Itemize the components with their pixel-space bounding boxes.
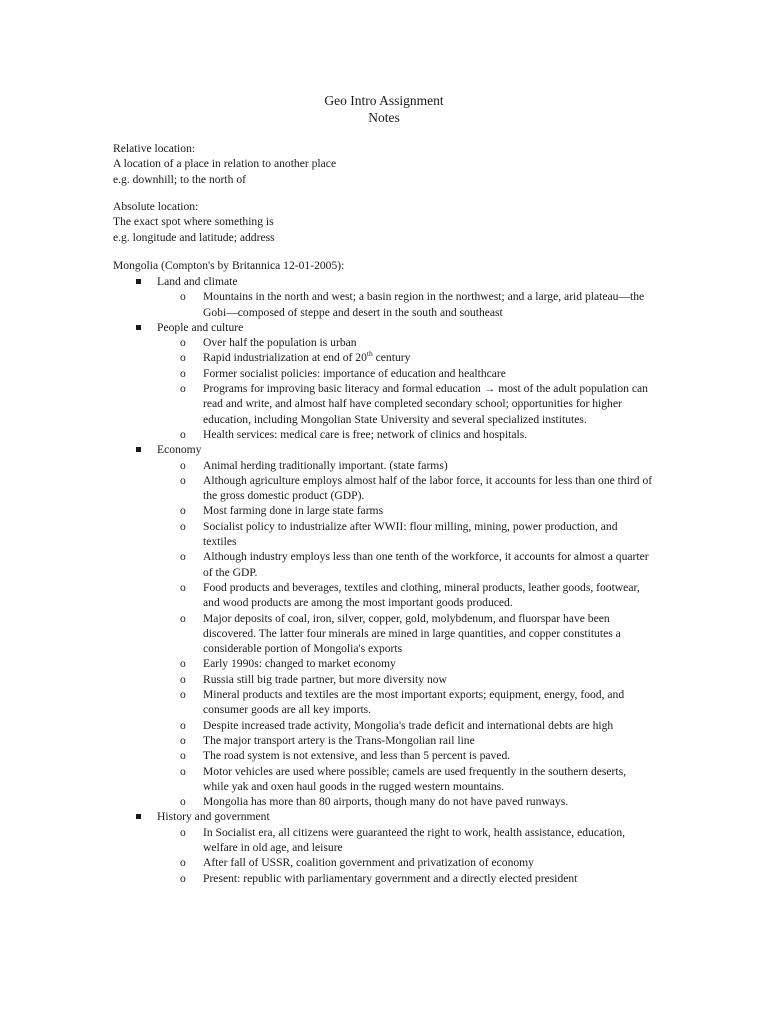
- circle-bullet-icon: o: [180, 733, 186, 747]
- circle-bullet-icon: o: [180, 473, 186, 487]
- square-bullet-icon: [136, 447, 141, 452]
- circle-bullet-icon: o: [180, 871, 186, 885]
- section-heading: [0, 320, 768, 335]
- relative-location-block: [113, 141, 673, 187]
- outline-item: [0, 794, 653, 809]
- circle-bullet-icon: o: [180, 580, 186, 594]
- circle-bullet-icon: o: [180, 458, 186, 472]
- outline-item: [0, 549, 653, 580]
- outline-item-text: Former socialist policies: importance of education and healthcare: [203, 366, 506, 380]
- outline-item: [0, 656, 653, 671]
- outline-item: [0, 458, 653, 473]
- circle-bullet-icon: o: [180, 672, 186, 686]
- circle-bullet-icon: o: [180, 382, 186, 396]
- circle-bullet-icon: o: [180, 688, 186, 702]
- outline-item: [0, 473, 653, 504]
- relative-location-example: e.g. downhill; to the north of: [113, 172, 246, 186]
- outline-item: [0, 519, 653, 550]
- absolute-location-heading: Absolute location:: [113, 200, 199, 213]
- document-title: Geo Intro Assignment: [324, 93, 444, 108]
- circle-bullet-icon: o: [180, 351, 186, 365]
- absolute-location-block: [113, 199, 673, 245]
- circle-bullet-icon: o: [180, 825, 186, 839]
- section-label: Economy: [157, 443, 202, 457]
- relative-location-heading: Relative location:: [113, 142, 196, 155]
- outline-item-text: The major transport artery is the Trans-Mongolian rail line: [203, 733, 475, 747]
- section-heading: [0, 442, 768, 457]
- outline-item-text: Although industry employs less than one tenth of the workforce, it accounts for almost a quarter of the GDP.: [203, 550, 649, 579]
- section-label: People and culture: [157, 320, 244, 334]
- outline-item-text: Motor vehicles are used where possible; camels are used frequently in the southern deserts, while yak and oxen haul goods in the rugged western mountains.: [203, 764, 627, 793]
- outline-section: [0, 320, 768, 442]
- outline-item: [0, 611, 653, 657]
- outline-item-text: Mineral products and textiles are the most important exports; equipment, energy, food, and consumer goods are all key imports.: [203, 688, 625, 717]
- section-label: History and government: [157, 810, 270, 824]
- outline-item-text: The road system is not extensive, and less than 5 percent is paved.: [203, 749, 511, 763]
- outline-section: [0, 274, 768, 320]
- square-bullet-icon: [136, 325, 141, 330]
- outline-item-text: Socialist policy to industrialize after WWII: flour milling, mining, power production, and textiles: [203, 519, 618, 549]
- square-bullet-icon: [136, 814, 141, 819]
- outline-item-text: Animal herding traditionally important. (state farms): [203, 458, 448, 472]
- outline-item-text: Food products and beverages, textiles and clothing, mineral products, leather goods, footwear, and wood products are among the most important goods produced.: [203, 580, 640, 610]
- outline-item: [0, 289, 653, 320]
- section-heading: [0, 274, 768, 289]
- circle-bullet-icon: o: [180, 550, 186, 564]
- circle-bullet-icon: o: [180, 657, 186, 671]
- circle-bullet-icon: o: [180, 427, 186, 441]
- outline-item: [0, 503, 653, 518]
- outline-section: [0, 809, 768, 885]
- mongolia-outline: [0, 274, 768, 886]
- circle-bullet-icon: o: [180, 290, 186, 304]
- outline-item-text: Although agriculture employs almost half of the labor force, it accounts for less than one third of the gross domestic product (GDP).: [203, 473, 653, 503]
- square-bullet-icon: [136, 279, 141, 284]
- absolute-location-example: e.g. longitude and latitude; address: [113, 230, 275, 244]
- outline-item: [0, 427, 653, 442]
- circle-bullet-icon: o: [180, 611, 186, 625]
- outline-item: [0, 381, 653, 427]
- circle-bullet-icon: o: [180, 718, 186, 732]
- outline-item-text: Programs for improving basic literacy and formal education → most of the adult population can read and write, and almost half have completed secondary school; opportunities for higher education, including Mongolian State University and several specialized institutes.: [203, 382, 648, 426]
- outline-item-text: Mountains in the north and west; a basin region in the northwest; and a large, arid plateau—the Gobi—composed of steppe and desert in the south and southeast: [203, 290, 645, 319]
- circle-bullet-icon: o: [180, 366, 186, 380]
- outline-item-text: Over half the population is urban: [203, 336, 357, 350]
- circle-bullet-icon: o: [180, 519, 186, 533]
- outline-item: [0, 825, 653, 856]
- outline-item-text: Rapid industrialization at end of 20th century: [203, 349, 411, 365]
- mongolia-heading: Mongolia (Compton's by Britannica 12-01-2005):: [113, 259, 345, 272]
- circle-bullet-icon: o: [180, 336, 186, 350]
- document-subtitle: Notes: [368, 110, 400, 125]
- circle-bullet-icon: o: [180, 764, 186, 778]
- outline-item-text: In Socialist era, all citizens were guaranteed the right to work, health assistance, education, welfare in old age, and leisure: [203, 825, 626, 854]
- outline-item: [0, 335, 653, 350]
- circle-bullet-icon: o: [180, 856, 186, 870]
- outline-item: [0, 871, 653, 886]
- circle-bullet-icon: o: [180, 504, 186, 518]
- relative-location-definition: A location of a place in relation to another place: [113, 157, 337, 171]
- outline-item: [0, 672, 653, 687]
- outline-item-text: Early 1990s: changed to market economy: [203, 657, 396, 671]
- circle-bullet-icon: o: [180, 795, 186, 809]
- outline-item-text: Major deposits of coal, iron, silver, copper, gold, molybdenum, and fluorspar have been discovered. The latter four minerals are mined in large quantities, and copper constitutes a considerable portion of Mongolia's exports: [203, 611, 621, 656]
- outline-item-text: Mongolia has more than 80 airports, though many do not have paved runways.: [203, 795, 569, 809]
- outline-item: [0, 748, 653, 763]
- outline-item-text: Health services: medical care is free; network of clinics and hospitals.: [203, 427, 528, 441]
- outline-item: [0, 580, 653, 611]
- outline-item-text: After fall of USSR, coalition government and privatization of economy: [203, 856, 534, 870]
- circle-bullet-icon: o: [180, 749, 186, 763]
- outline-item: [0, 687, 653, 718]
- outline-item: [0, 366, 653, 381]
- absolute-location-definition: The exact spot where something is: [113, 215, 274, 229]
- outline-item-text: Most farming done in large state farms: [203, 504, 384, 518]
- outline-item-text: Present: republic with parliamentary government and a directly elected president: [203, 871, 578, 885]
- outline-item: [0, 733, 653, 748]
- outline-item: [0, 855, 653, 870]
- outline-item: [0, 764, 653, 795]
- section-label: Land and climate: [157, 275, 238, 288]
- outline-item: [0, 718, 653, 733]
- outline-section: [0, 442, 768, 809]
- outline-item: [0, 350, 653, 365]
- outline-item-text: Russia still big trade partner, but more diversity now: [203, 672, 447, 686]
- section-heading: [0, 809, 768, 824]
- outline-item-text: Despite increased trade activity, Mongolia's trade deficit and international debts are high: [203, 718, 614, 732]
